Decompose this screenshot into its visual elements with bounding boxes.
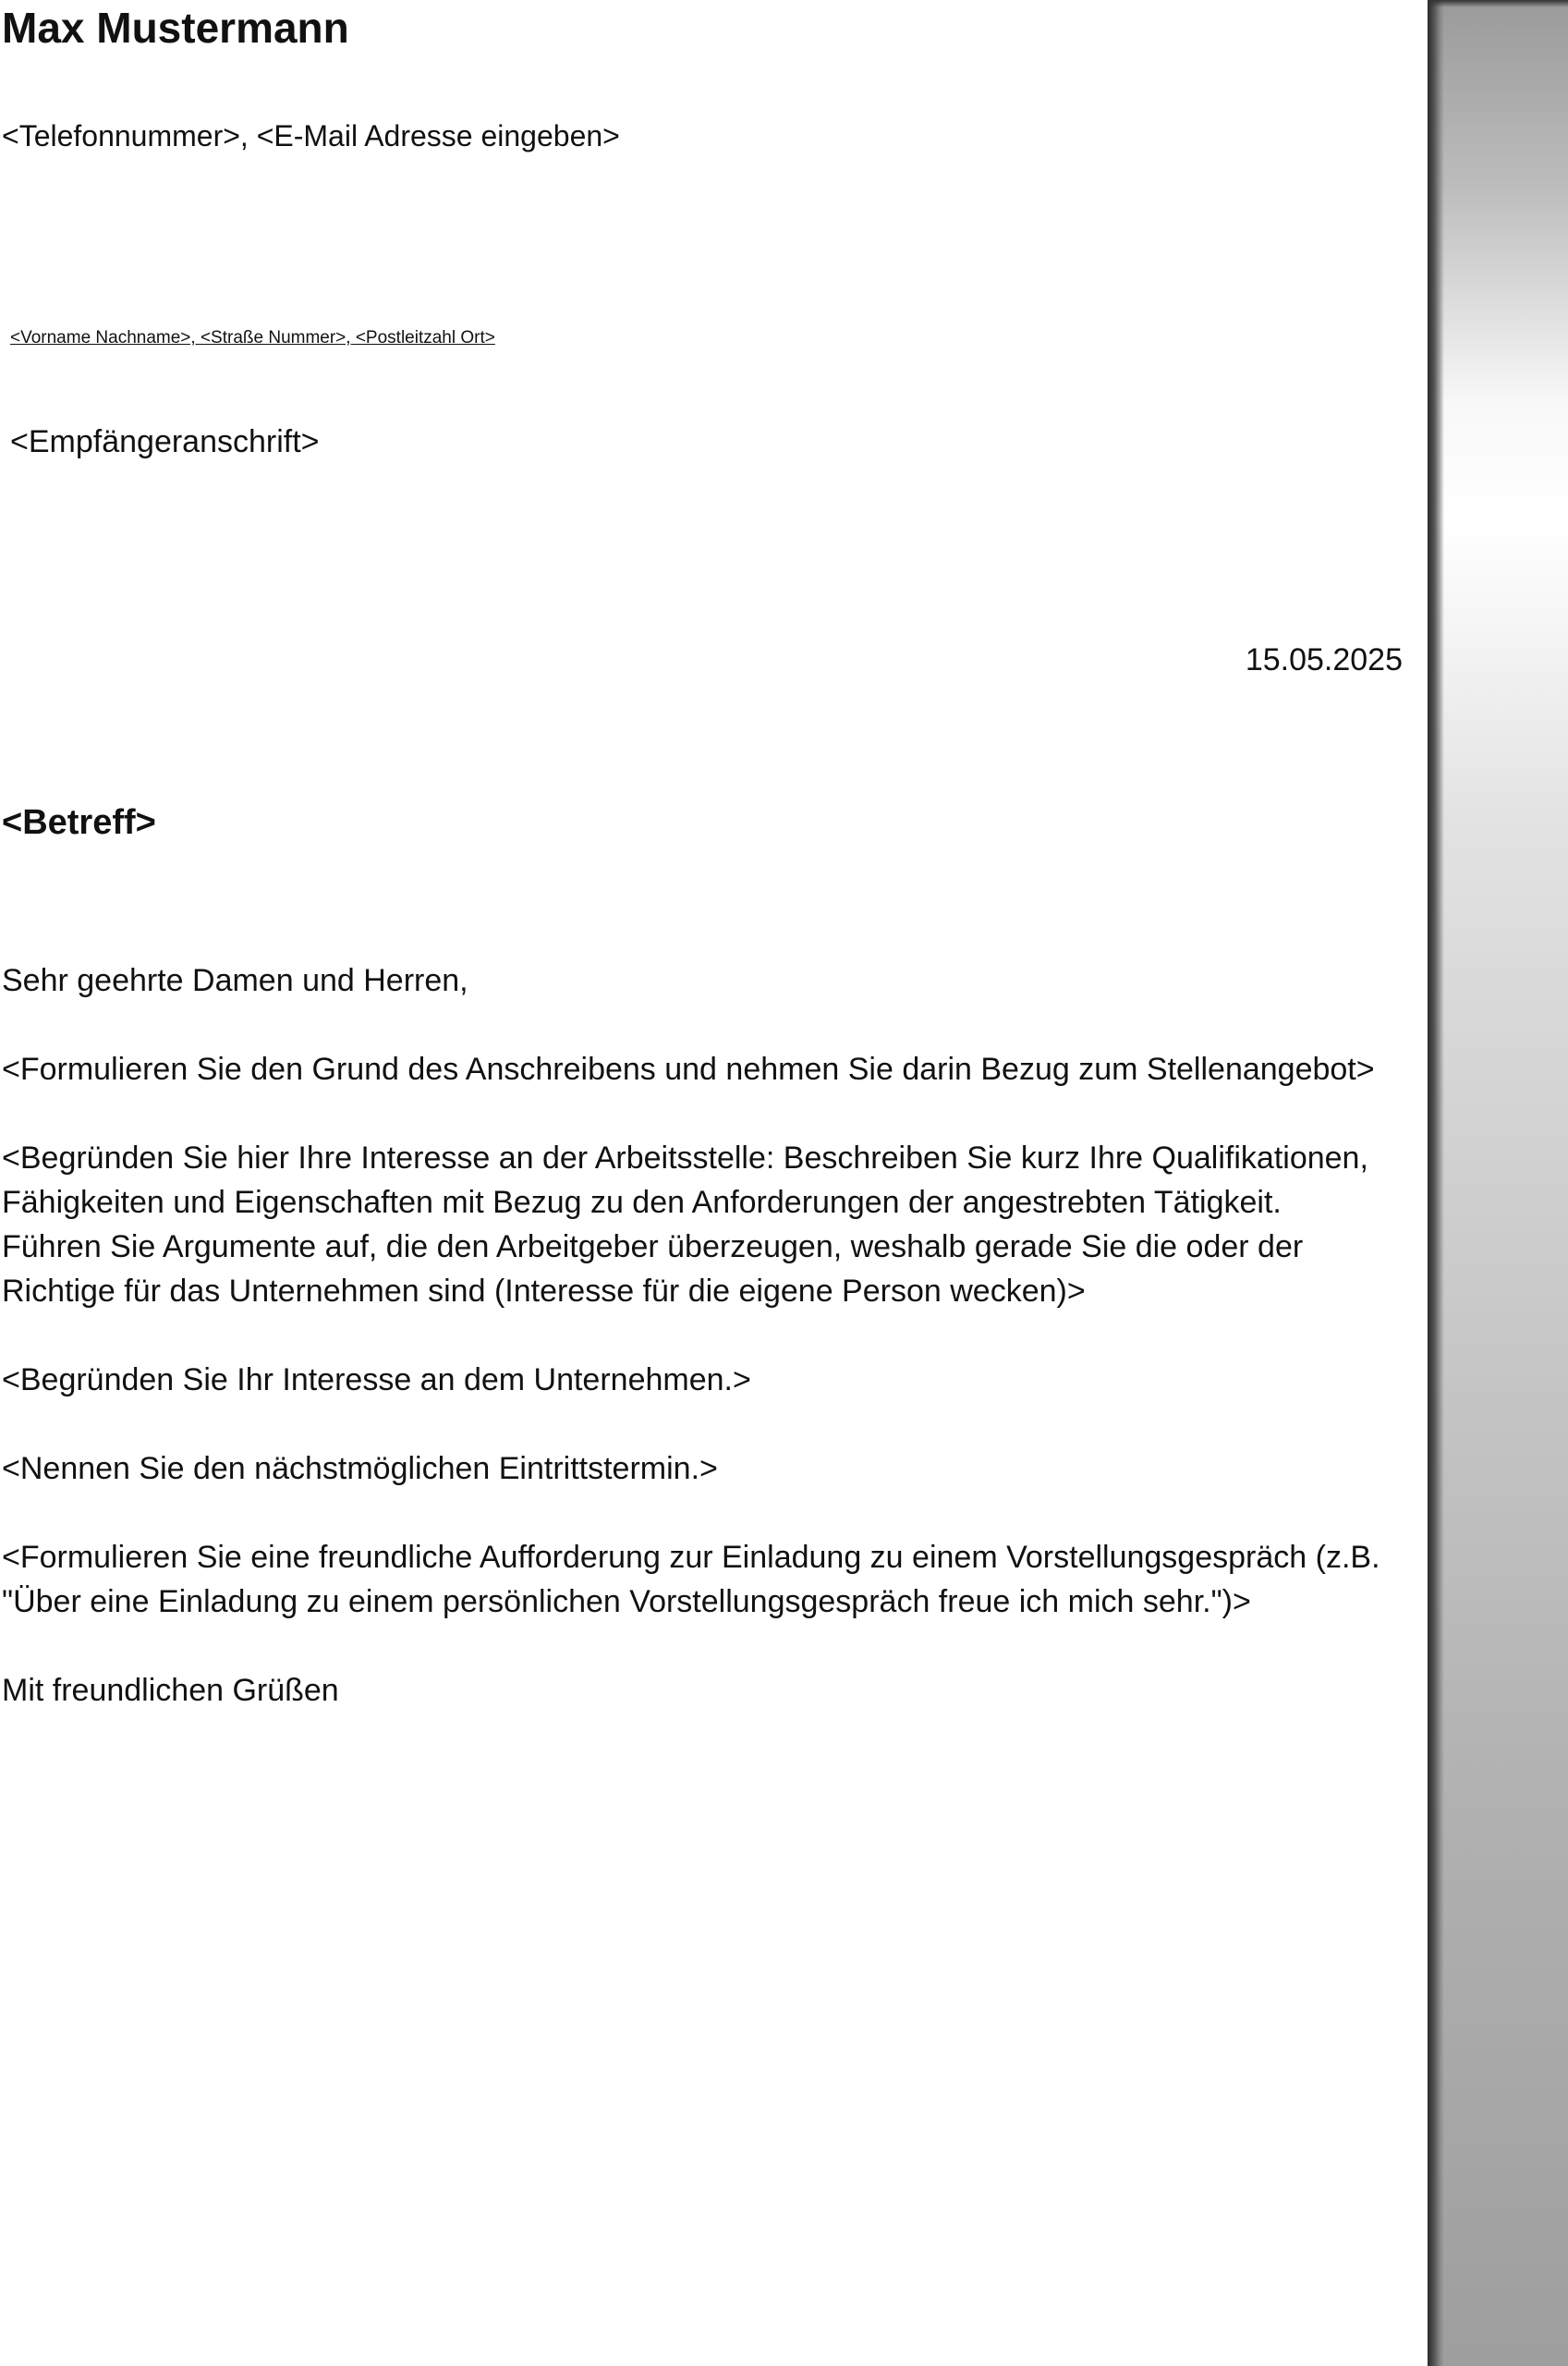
return-address-line: <Vorname Nachname>, <Straße Nummer>, <Postleitzahl Ort> <box>10 328 495 348</box>
paragraph-reason: <Formulieren Sie den Grund des Anschreibens und nehmen Sie darin Bezug zum Stellenangebot> <box>2 1052 1375 1087</box>
recipient-address: <Empfängeranschrift> <box>10 424 320 459</box>
sender-contact: <Telefonnummer>, <E-Mail Adresse eingeben> <box>2 119 620 152</box>
letter-body <box>2 958 1388 1757</box>
sender-name: Max Mustermann <box>2 4 349 52</box>
side-scroll-area[interactable] <box>1428 0 1568 2366</box>
paragraph-interview-request: <Formulieren Sie eine freundliche Aufforderung zur Einladung zu einem Vorstellungsgespräch (z.B. "Über eine Einladung zu einem persönlichen Vorstellungsgespräch freue ich mich sehr.")> <box>2 1540 1380 1619</box>
paragraph-company-interest: <Begründen Sie Ihr Interesse an dem Unternehmen.> <box>2 1362 751 1397</box>
paragraph-qualifications: <Begründen Sie hier Ihre Interesse an der Arbeitsstelle: Beschreiben Sie kurz Ihre Qualifikationen, Fähigkeiten und Eigenschaften mit Bezug zu den Anforderungen der angestrebten Tätigkeit. Führen Sie Argumente auf, die den Arbeitgeber überzeugen, weshalb gerade Sie die oder der Richtige für das Unternehmen sind (Interesse für die eigene Person wecken)> <box>2 1140 1368 1309</box>
letter-subject: <Betreff> <box>2 803 156 842</box>
paragraph-start-date: <Nennen Sie den nächstmöglichen Eintrittstermin.> <box>2 1451 718 1486</box>
side-bar-top-shadow <box>1428 0 1568 7</box>
side-bar-edge-shadow <box>1428 0 1444 2366</box>
letter-date: 15.05.2025 <box>1245 642 1403 677</box>
closing: Mit freundlichen Grüßen <box>2 1673 339 1708</box>
salutation: Sehr geehrte Damen und Herren, <box>2 963 468 998</box>
